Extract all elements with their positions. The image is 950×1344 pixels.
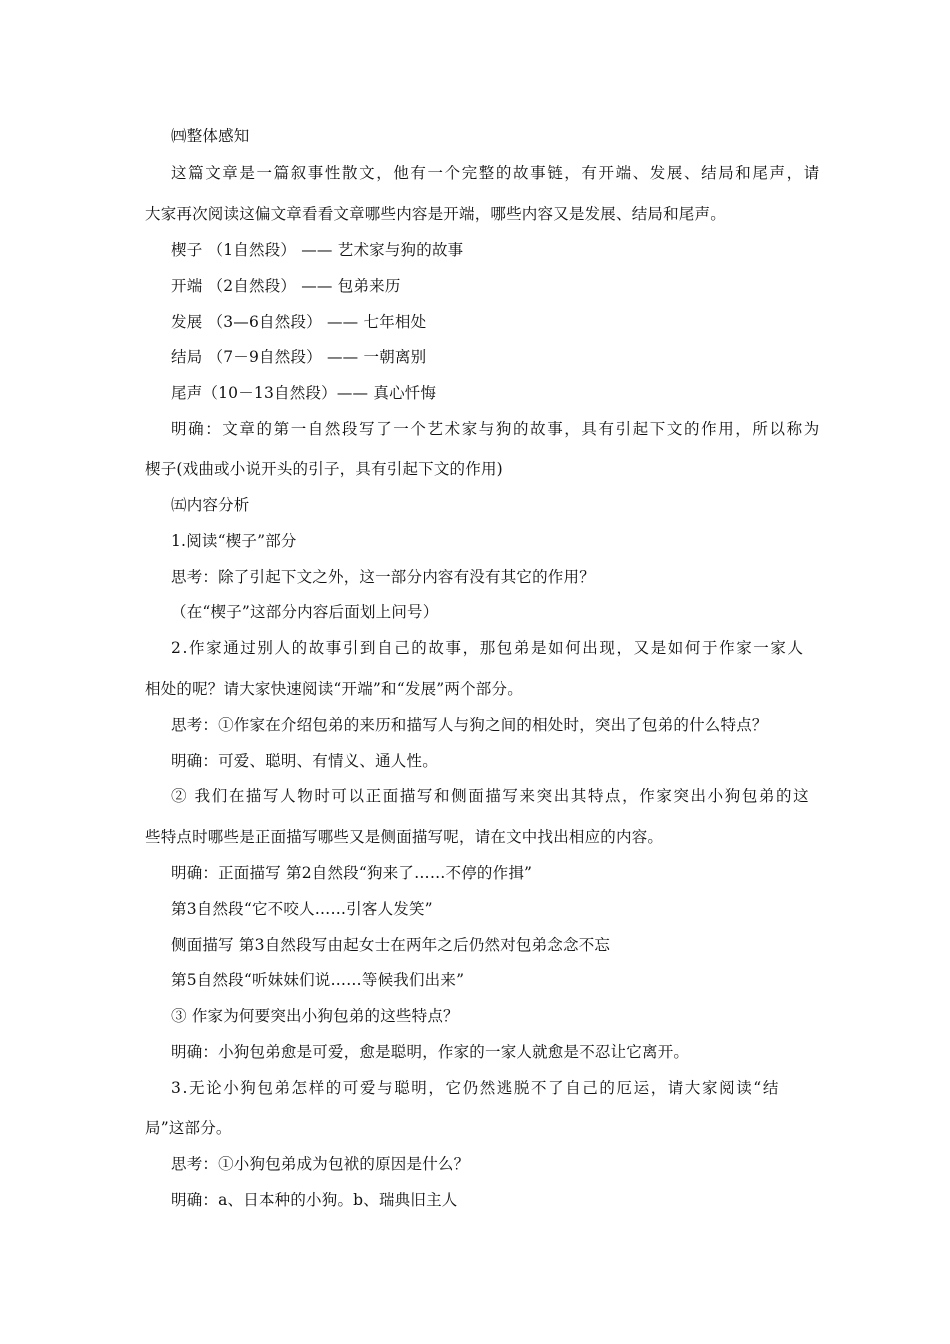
- numbered-item: 1.阅读“楔子”部分: [171, 532, 297, 550]
- paragraph-line: 第5自然段“听妹妹们说……等候我们出来”: [171, 971, 465, 989]
- paragraph-line: 明确：正面描写 第2自然段“狗来了……不停的作揖”: [171, 864, 533, 882]
- paragraph-line: 局”这部分。: [145, 1119, 232, 1137]
- numbered-item: 3.无论小狗包弟怎样的可爱与聪明，它仍然逃脱不了自己的厄运，请大家阅读“结: [171, 1079, 780, 1097]
- paragraph-line: 大家再次阅读这偏文章看看文章哪些内容是开端，哪些内容又是发展、结局和尾声。: [145, 205, 726, 223]
- structure-item-epilogue: 尾声（10－13自然段）—— 真心忏悔: [171, 384, 437, 402]
- paragraph-line: 明确：a、日本种的小狗。b、瑞典旧主人: [171, 1191, 458, 1209]
- paragraph-line: 明确：文章的第一自然段写了一个艺术家与狗的故事，具有引起下文的作用，所以称为: [171, 420, 821, 438]
- paragraph-line: ③ 作家为何要突出小狗包弟的这些特点？: [171, 1007, 459, 1025]
- paragraph-line: 侧面描写 第3自然段写由起女士在两年之后仍然对包弟念念不忘: [171, 936, 611, 954]
- paragraph-line: 思考：除了引起下文之外，这一部分内容有没有其它的作用？: [171, 568, 595, 586]
- paragraph-line: 思考：①作家在介绍包弟的来历和描写人与狗之间的相处时，突出了包弟的什么特点？: [171, 716, 768, 734]
- paragraph-line: 明确：小狗包弟愈是可爱，愈是聪明，作家的一家人就愈是不忍让它离开。: [171, 1043, 690, 1061]
- section-heading-overall-perception: ㈣整体感知: [171, 127, 250, 145]
- paragraph-line: 思考：①小狗包弟成为包袱的原因是什么？: [171, 1155, 470, 1173]
- paragraph-line: 相处的呢？请大家快速阅读“开端”和“发展”两个部分。: [145, 680, 523, 698]
- structure-item-prologue: 楔子 （1自然段） —— 艺术家与狗的故事: [171, 241, 464, 259]
- paragraph-line: （在“楔子”这部分内容后面划上问号）: [171, 603, 439, 621]
- structure-item-development: 发展 （3—6自然段） —— 七年相处: [171, 313, 427, 331]
- numbered-item: 2.作家通过别人的故事引到自己的故事，那包弟是如何出现，又是如何于作家一家人: [171, 639, 805, 657]
- section-heading-content-analysis: ㈤内容分析: [171, 496, 250, 514]
- structure-item-beginning: 开端 （2自然段） —— 包弟来历: [171, 277, 401, 295]
- paragraph-line: 明确：可爱、聪明、有情义、通人性。: [171, 752, 438, 770]
- paragraph-line: 第3自然段“它不咬人……引客人发笑”: [171, 900, 433, 918]
- paragraph-line: ② 我们在描写人物时可以正面描写和侧面描写来突出其特点，作家突出小狗包弟的这: [171, 787, 811, 805]
- paragraph-line: 这篇文章是一篇叙事性散文，他有一个完整的故事链，有开端、发展、结局和尾声，请: [171, 164, 821, 182]
- paragraph-line: 楔子(戏曲或小说开头的引子，具有引起下文的作用): [145, 460, 503, 478]
- structure-item-ending: 结局 （7－9自然段） —— 一朝离别: [171, 348, 427, 366]
- paragraph-line: 些特点时哪些是正面描写哪些又是侧面描写呢，请在文中找出相应的内容。: [145, 828, 664, 846]
